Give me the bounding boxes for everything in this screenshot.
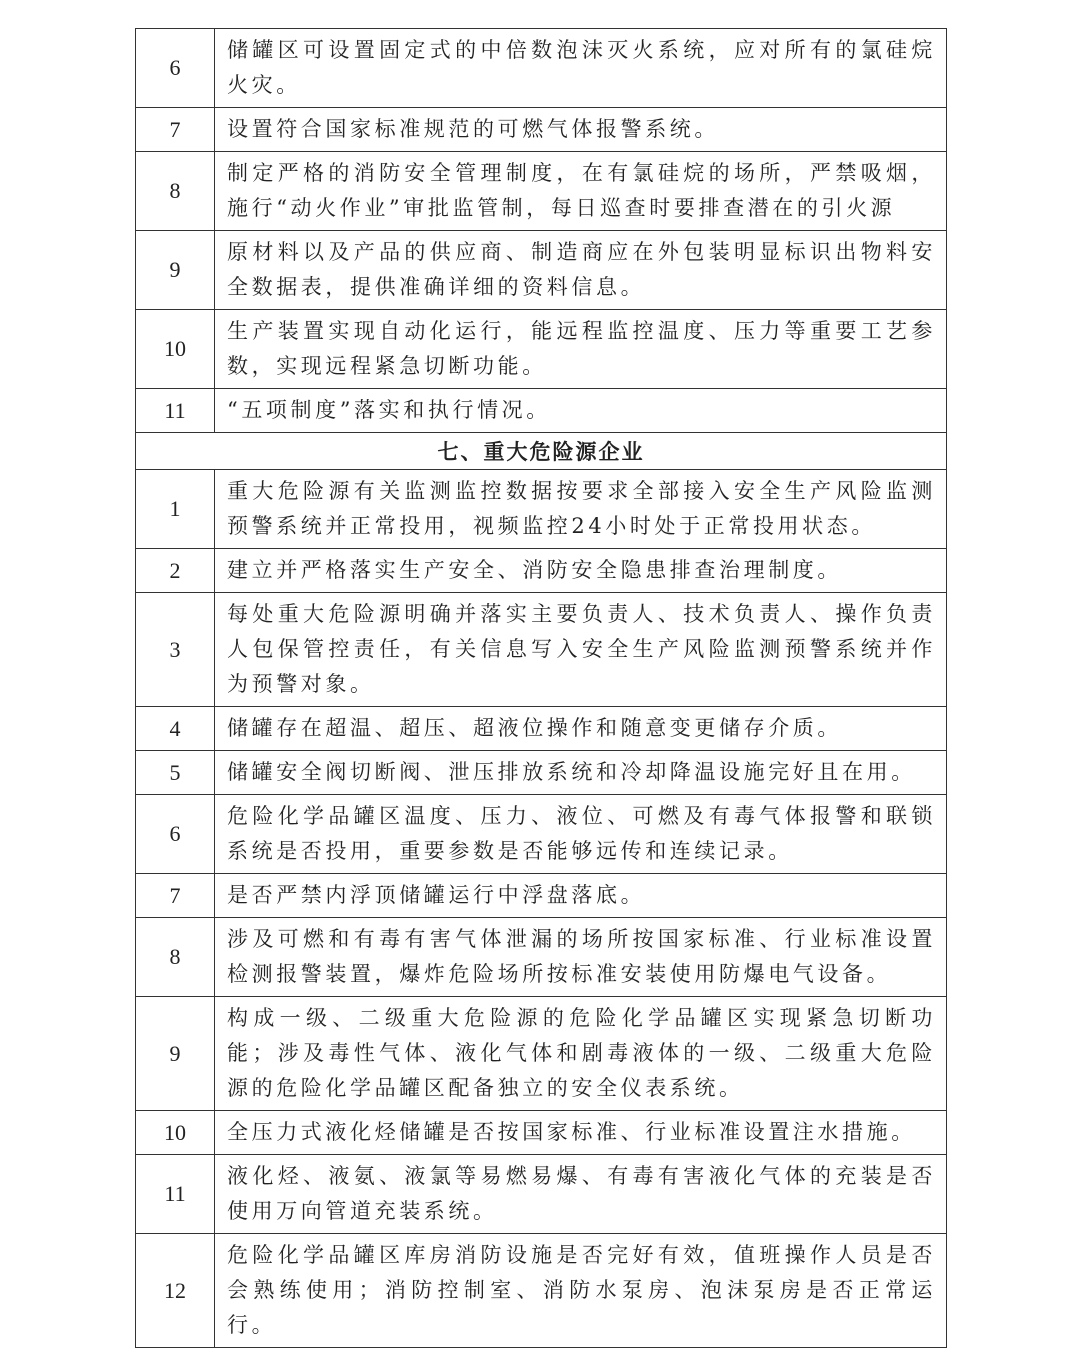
- item-number: 5: [136, 751, 215, 795]
- section-header-row: [136, 433, 947, 470]
- table-row: [136, 997, 947, 1111]
- item-number: 8: [136, 152, 215, 231]
- item-number: 11: [136, 389, 215, 433]
- table-row: [136, 549, 947, 593]
- item-text: 重大危险源有关监测监控数据按要求全部接入安全生产风险监测预警系统并正常投用，视频监控24小时处于正常投用状态。: [215, 470, 947, 549]
- item-number: 4: [136, 707, 215, 751]
- item-number: 10: [136, 310, 215, 389]
- table-row: [136, 593, 947, 707]
- item-text: “五项制度”落实和执行情况。: [215, 389, 947, 433]
- table-row: [136, 1234, 947, 1348]
- table-row: [136, 310, 947, 389]
- item-number: 10: [136, 1111, 215, 1155]
- checklist-body: [136, 29, 947, 1348]
- table-row: [136, 470, 947, 549]
- item-number: 8: [136, 918, 215, 997]
- table-row: [136, 29, 947, 108]
- item-text: 储罐区可设置固定式的中倍数泡沫灭火系统，应对所有的氯硅烷火灾。: [215, 29, 947, 108]
- item-text: 危险化学品罐区温度、压力、液位、可燃及有毒气体报警和联锁系统是否投用，重要参数是否能够远传和连续记录。: [215, 795, 947, 874]
- table-row: [136, 795, 947, 874]
- item-number: 1: [136, 470, 215, 549]
- table-row: [136, 707, 947, 751]
- item-text: 危险化学品罐区库房消防设施是否完好有效，值班操作人员是否会熟练使用；消防控制室、消防水泵房、泡沫泵房是否正常运行。: [215, 1234, 947, 1348]
- item-number: 7: [136, 108, 215, 152]
- section-title: 七、重大危险源企业: [136, 433, 947, 470]
- item-number: 9: [136, 231, 215, 310]
- item-number: 7: [136, 874, 215, 918]
- item-number: 6: [136, 29, 215, 108]
- item-text: 每处重大危险源明确并落实主要负责人、技术负责人、操作负责人包保管控责任，有关信息写入安全生产风险监测预警系统并作为预警对象。: [215, 593, 947, 707]
- item-text: 储罐安全阀切断阀、泄压排放系统和冷却降温设施完好且在用。: [215, 751, 947, 795]
- item-text: 制定严格的消防安全管理制度，在有氯硅烷的场所，严禁吸烟，施行“动火作业”审批监管制，每日巡查时要排查潜在的引火源: [215, 152, 947, 231]
- table-row: [136, 1111, 947, 1155]
- table-row: [136, 108, 947, 152]
- table-row: [136, 152, 947, 231]
- item-text: 建立并严格落实生产安全、消防安全隐患排查治理制度。: [215, 549, 947, 593]
- item-number: 3: [136, 593, 215, 707]
- item-text: 构成一级、二级重大危险源的危险化学品罐区实现紧急切断功能；涉及毒性气体、液化气体和剧毒液体的一级、二级重大危险源的危险化学品罐区配备独立的安全仪表系统。: [215, 997, 947, 1111]
- table-row: [136, 389, 947, 433]
- item-number: 12: [136, 1234, 215, 1348]
- table-row: [136, 231, 947, 310]
- item-text: 涉及可燃和有毒有害气体泄漏的场所按国家标准、行业标准设置检测报警装置，爆炸危险场所按标准安装使用防爆电气设备。: [215, 918, 947, 997]
- item-text: 全压力式液化烃储罐是否按国家标准、行业标准设置注水措施。: [215, 1111, 947, 1155]
- item-text: 液化烃、液氨、液氯等易燃易爆、有毒有害液化气体的充装是否使用万向管道充装系统。: [215, 1155, 947, 1234]
- table-row: [136, 751, 947, 795]
- table-row: [136, 1155, 947, 1234]
- item-number: 2: [136, 549, 215, 593]
- table-row: [136, 874, 947, 918]
- item-text: 设置符合国家标准规范的可燃气体报警系统。: [215, 108, 947, 152]
- item-number: 6: [136, 795, 215, 874]
- checklist-table: [135, 28, 947, 1348]
- checklist-page: [135, 28, 947, 1348]
- item-text: 原材料以及产品的供应商、制造商应在外包装明显标识出物料安全数据表，提供准确详细的资料信息。: [215, 231, 947, 310]
- item-number: 9: [136, 997, 215, 1111]
- item-text: 是否严禁内浮顶储罐运行中浮盘落底。: [215, 874, 947, 918]
- item-text: 储罐存在超温、超压、超液位操作和随意变更储存介质。: [215, 707, 947, 751]
- item-text: 生产装置实现自动化运行，能远程监控温度、压力等重要工艺参数，实现远程紧急切断功能。: [215, 310, 947, 389]
- table-row: [136, 918, 947, 997]
- item-number: 11: [136, 1155, 215, 1234]
